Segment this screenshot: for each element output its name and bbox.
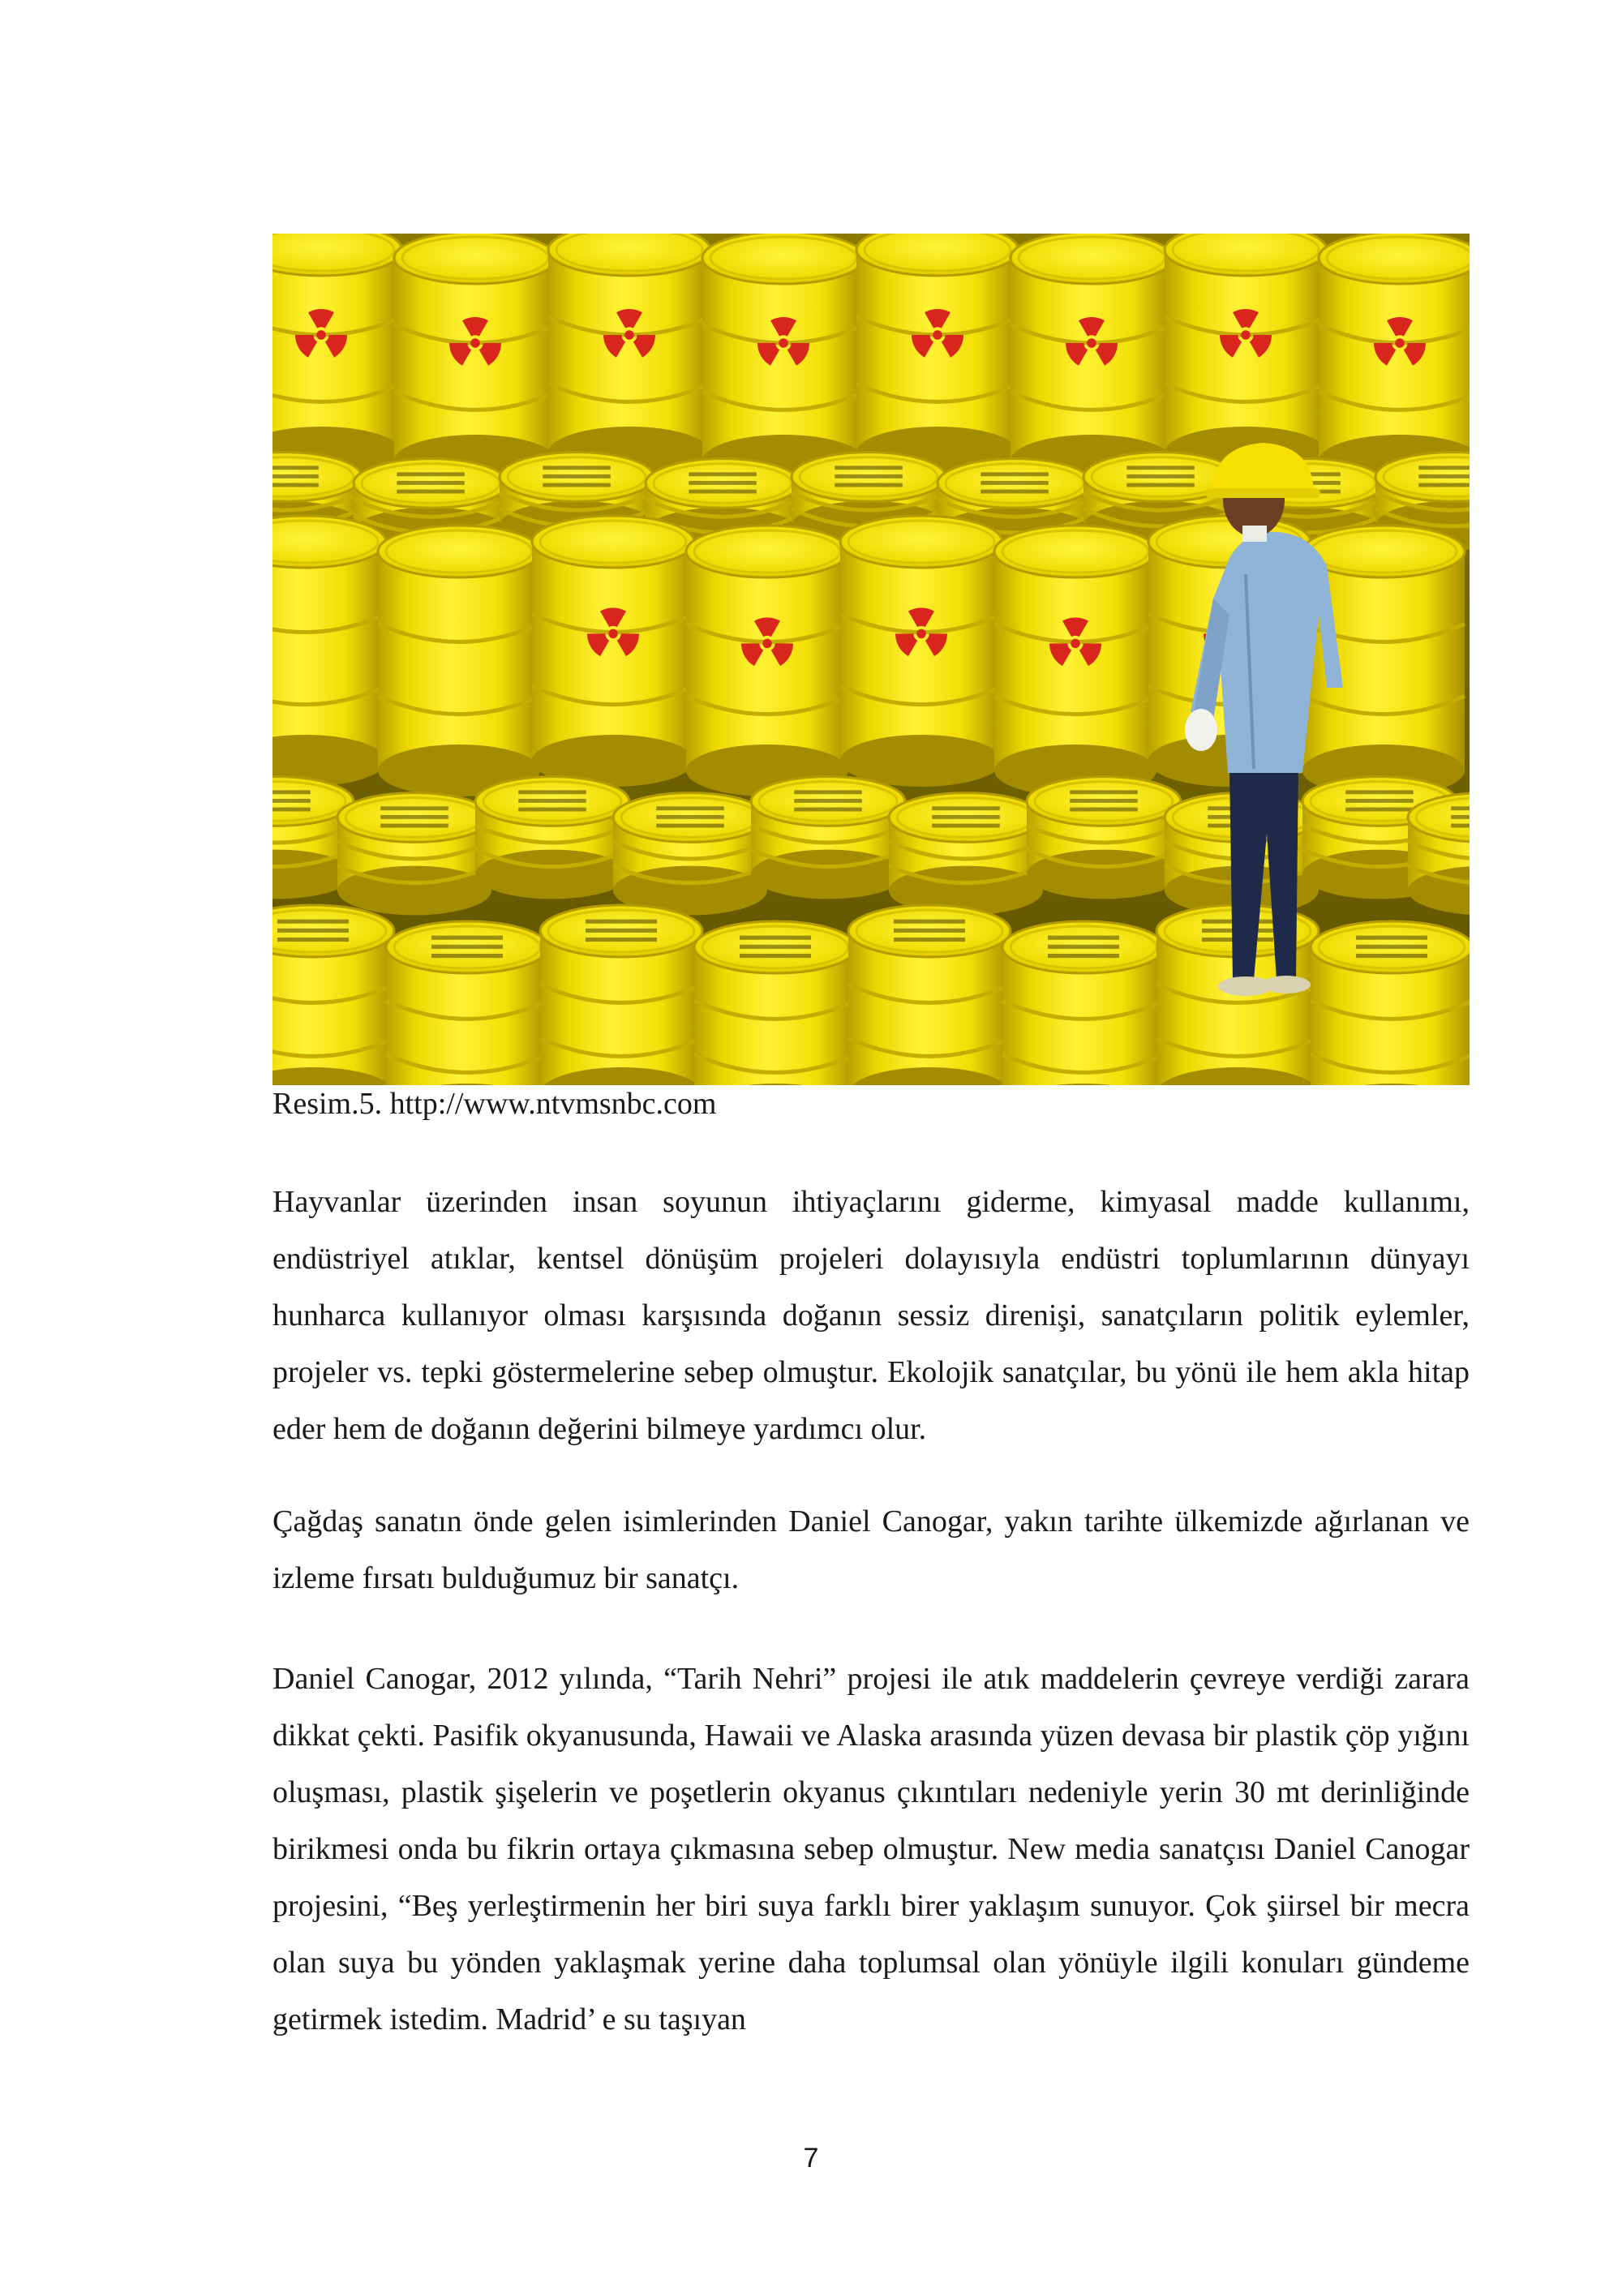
radioactive-barrels-image	[272, 234, 1470, 1085]
page-number: 7	[803, 2143, 819, 2174]
barrel	[994, 526, 1156, 796]
barrel	[540, 905, 702, 1085]
barrel	[1165, 234, 1327, 479]
barrel	[686, 526, 848, 796]
paragraph-2: Çağdaş sanatın önde gelen isimlerinden Daniel Canogar, yakın tarihte ülkemizde ağırlanan ve izleme fırsatı bulduğumuz bir sanatçı.	[272, 1504, 1470, 1595]
barrel	[378, 526, 540, 796]
barrel	[475, 777, 629, 899]
barrel	[394, 234, 556, 487]
barrel	[702, 234, 865, 487]
barrels-photo	[272, 234, 1470, 1085]
barrel	[1408, 793, 1470, 916]
barrel	[272, 516, 386, 787]
barrel	[840, 516, 1002, 787]
barrel	[751, 777, 905, 899]
barrel	[1002, 921, 1165, 1085]
paragraph-3: Daniel Canogar, 2012 yılında, “Tarih Nehri” projesi ile atık maddelerin çevreye verdiği zarara dikkat çekti. Pasifik okyanusunda, Hawaii ve Alaska arasında yüzen devasa bir plastik çöp yığını oluşması, plastik şişelerin ve poşetlerin okyanus çıkıntıları nedeniyle yerin 30 mt derinliğinde birikmesi onda bu fikrin ortaya çıkmasına sebep olmuştur. New media sanatçısı Daniel Canogar projesini, “Beş yerleştirmenin her biri suya farklı birer yaklaşım sunuyor. Çok şiirsel bir mecra olan suya bu yönden yaklaşmak yerine daha toplumsal olan yönüyle ilgili konuları gündeme getirmek istedim. Madrid’ e su taşıyan	[272, 1662, 1470, 2036]
barrel	[1027, 777, 1181, 899]
barrel	[848, 905, 1011, 1085]
barrel	[889, 793, 1043, 916]
paragraph-1: Hayvanlar üzerinden insan soyunun ihtiyaçlarını giderme, kimyasal madde kullanımı, endüstriyel atıklar, kentsel dönüşüm projeleri dolayısıyla endüstri toplumlarının dünyayı hunharca kullanıyor olması karşısında doğanın sessiz direnişi, sanatçıların politik eylemler, projeler vs. tepki göstermelerine sebep olmuştur. Ekolojik sanatçılar, bu yönü ile hem akla hitap eder hem de doğanın değerini bilmeye yardımcı olur.	[272, 1185, 1470, 1446]
barrel	[1319, 234, 1470, 487]
barrel	[337, 793, 491, 916]
barrel	[1011, 234, 1173, 487]
barrel	[532, 516, 694, 787]
barrel	[1311, 921, 1470, 1085]
barrel	[856, 234, 1019, 479]
barrel	[613, 793, 767, 916]
barrel	[272, 234, 402, 479]
barrel	[694, 921, 856, 1085]
barrel	[548, 234, 710, 479]
barrel	[272, 905, 394, 1085]
barrel	[386, 921, 548, 1085]
figure-caption: Resim.5. http://www.ntvmsnbc.com	[272, 1087, 717, 1121]
